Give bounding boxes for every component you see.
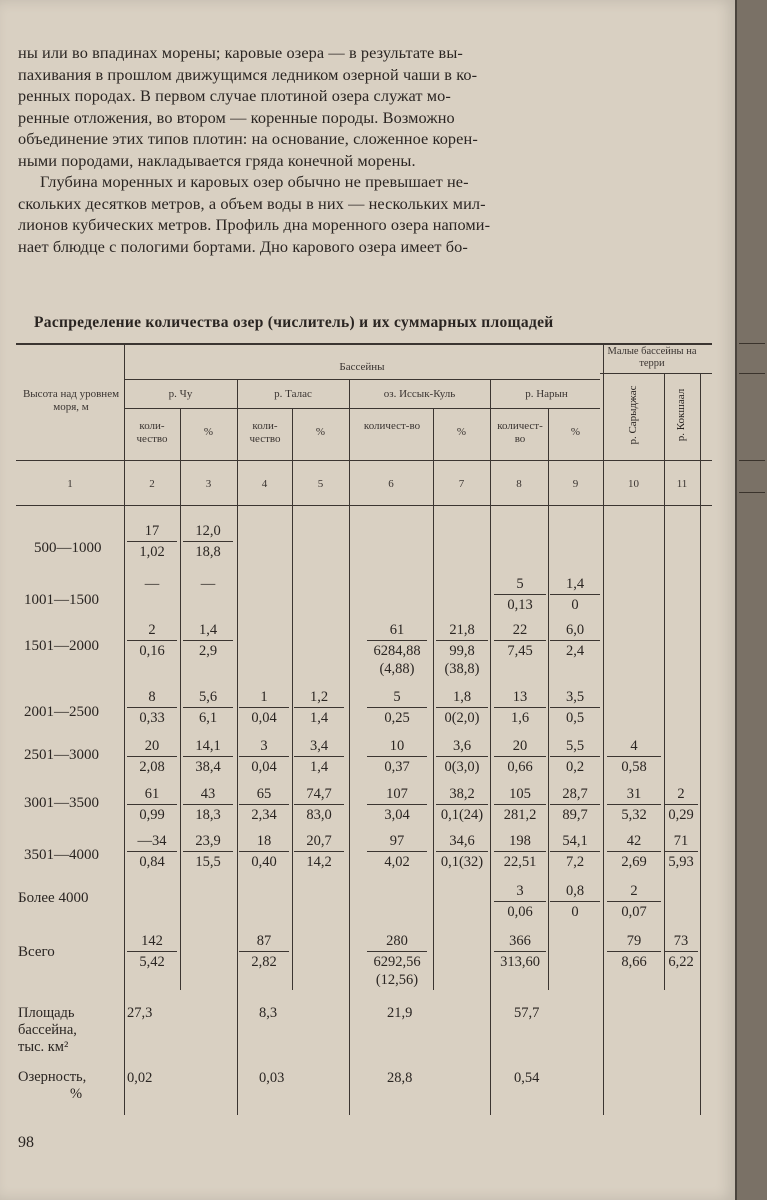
column-rule [664, 373, 665, 990]
table-cell [183, 688, 233, 727]
column-number: 3 [205, 478, 212, 490]
cell-denominator: 0,13 [507, 597, 533, 613]
cell-extra: (4,88) [379, 661, 415, 677]
table-cell [294, 737, 344, 776]
cell-numerator: 3 [239, 737, 289, 757]
cell-numerator: 65 [239, 785, 289, 805]
table-cell [367, 737, 427, 776]
text-line: лионов кубических метров. Профиль дна моренного озера напоми- [18, 215, 491, 235]
area-value: 21,9 [387, 1005, 413, 1021]
table-cell [294, 785, 344, 824]
column-rule [603, 343, 604, 1115]
table-cell [664, 932, 698, 971]
table-cell [494, 785, 546, 824]
table-cell [127, 575, 177, 593]
text-line: скольких десятков метров, а объем воды в них — нескольких мил- [18, 193, 486, 213]
cell-numerator: 1,4 [550, 575, 600, 595]
column-rule [124, 343, 125, 1115]
cell-numerator: 4 [607, 737, 661, 757]
cell-numerator: 20 [127, 737, 177, 757]
table-cell [239, 932, 289, 971]
cell-numerator: 17 [127, 522, 177, 542]
header-chu: р. Чу [168, 388, 193, 400]
cell-denominator: 5,93 [668, 854, 694, 870]
row-label: 3001—3500 [24, 795, 99, 811]
cell-denominator: 1,4 [309, 710, 329, 726]
column-number: 5 [317, 478, 324, 490]
lakes-label [18, 1069, 86, 1103]
text-line: ны или во впадинах морены; каровые озера — в результате вы- [18, 43, 463, 62]
cell-denominator: 0,1(24) [440, 807, 484, 823]
cell-numerator: 97 [367, 832, 427, 852]
cell-denominator: 2,08 [139, 759, 165, 775]
cell-denominator: 0,06 [507, 904, 533, 920]
table-cell [494, 688, 546, 727]
header-bottom-rule [16, 460, 712, 461]
cell-denominator: 0,07 [621, 904, 647, 920]
cell-denominator: 2,9 [198, 643, 218, 659]
cell-denominator: 0,29 [668, 807, 694, 823]
cell-denominator: 89,7 [562, 807, 588, 823]
cell-extra: (12,56) [375, 972, 419, 988]
table-caption: Распределение количества озер (числитель) и их суммарных площадей [34, 314, 554, 331]
cell-denominator: 0,84 [139, 854, 165, 870]
table-cell [607, 785, 661, 824]
column-number: 7 [458, 478, 465, 490]
cell-numerator: 10 [367, 737, 427, 757]
table-cell [183, 522, 233, 561]
cell-denominator: 7,2 [565, 854, 585, 870]
header-rule [600, 373, 712, 374]
cell-denominator: 0,58 [621, 759, 647, 775]
adjacent-rule [739, 343, 765, 344]
table-cell [550, 621, 600, 660]
table-cell [367, 621, 427, 678]
cell-numerator: 5,5 [550, 737, 600, 757]
cell-denominator: 313,60 [500, 954, 540, 970]
cell-denominator: 6,22 [668, 954, 694, 970]
cell-denominator: 5,42 [139, 954, 165, 970]
table-cell [550, 737, 600, 776]
cell-denominator: 0,37 [384, 759, 410, 775]
cell-numerator: 107 [367, 785, 427, 805]
table-cell [664, 785, 698, 824]
cell-numerator: 31 [607, 785, 661, 805]
cell-numerator: 22 [494, 621, 546, 641]
column-number: 6 [388, 478, 394, 490]
cell-denominator: 0,33 [139, 710, 165, 726]
column-rule [700, 373, 701, 1115]
cell-numerator: 2 [607, 882, 661, 902]
table-cell [550, 575, 600, 614]
text-line: объединение этих типов плотин: на основание, сложенное корен- [18, 129, 478, 149]
table-cell [436, 785, 488, 824]
table-cell [436, 688, 488, 727]
cell-numerator: 43 [183, 785, 233, 805]
cell-numerator: 28,7 [550, 785, 600, 805]
table-cell [367, 832, 427, 871]
cell-denominator: 1,02 [139, 544, 165, 560]
text-line: ренных породах. В первом случае плотиной озера служат мо- [18, 86, 451, 106]
cell-numerator: 1,8 [436, 688, 488, 708]
cell-numerator: 198 [494, 832, 546, 852]
table-cell [607, 882, 661, 921]
table-cell [664, 832, 698, 871]
column-number: 10 [628, 478, 639, 490]
area-value: 8,3 [259, 1005, 278, 1021]
cell-denominator: 1,4 [309, 759, 329, 775]
cell-denominator: 0,99 [139, 807, 165, 823]
cell-denominator: 8,66 [621, 954, 647, 970]
row-label: Более 4000 [18, 890, 89, 906]
cell-denominator: 15,5 [195, 854, 221, 870]
table-cell [494, 575, 546, 614]
cell-numerator: 74,7 [294, 785, 344, 805]
cell-denominator: 0,40 [251, 854, 277, 870]
table-cell [607, 932, 661, 971]
header-count: коли-чество [136, 420, 168, 445]
header-count: коли-чество [249, 420, 281, 445]
cell-denominator: 2,69 [621, 854, 647, 870]
text-line: нает блюдце с пологими бортами. Дно карового озера имеет бо- [18, 236, 468, 256]
table-cell [183, 575, 233, 593]
cell-denominator: 2,4 [565, 643, 585, 659]
cell-numerator: 5,6 [183, 688, 233, 708]
cell-denominator: 38,4 [195, 759, 221, 775]
table-cell [127, 832, 177, 871]
lakes-value: 0,54 [514, 1070, 540, 1086]
table-cell [436, 621, 488, 678]
cell-numerator: 20 [494, 737, 546, 757]
column-number: 1 [67, 478, 73, 490]
row-label: Всего [18, 944, 55, 960]
cell-denominator: 0(3,0) [444, 759, 480, 775]
table-cell [367, 785, 427, 824]
area-value: 57,7 [514, 1005, 540, 1021]
table-cell [550, 832, 600, 871]
table-cell [294, 688, 344, 727]
row-label: 2501—3000 [24, 747, 99, 763]
header-rule [124, 379, 600, 380]
lakes-value: 0,02 [127, 1070, 153, 1086]
cell-numerator: 2 [664, 785, 698, 805]
header-sarydzhas: р. Сарыджас [627, 385, 639, 445]
cell-numerator: 3,6 [436, 737, 488, 757]
table-cell [183, 785, 233, 824]
cell-numerator: 6,0 [550, 621, 600, 641]
cell-numerator: 3 [494, 882, 546, 902]
cell-denominator: 7,45 [507, 643, 533, 659]
table-cell [494, 737, 546, 776]
cell-denominator: 83,0 [306, 807, 332, 823]
paragraph-1 [18, 42, 698, 172]
cell-numerator: 1,2 [294, 688, 344, 708]
adjacent-rule [739, 373, 765, 374]
header-height: Высота над уровнем моря, м [22, 388, 120, 413]
column-rule [180, 408, 181, 990]
lakes-value: 28,8 [387, 1070, 413, 1086]
column-number: 4 [261, 478, 268, 490]
area-label-line: Площадь [18, 1005, 75, 1021]
table-cell [183, 737, 233, 776]
table-cell [127, 737, 177, 776]
lakes-value: 0,03 [259, 1070, 285, 1086]
table-cell [607, 737, 661, 776]
table-cell [494, 932, 546, 971]
cell-numerator: 142 [127, 932, 177, 952]
table-cell [127, 785, 177, 824]
table-cell [127, 688, 177, 727]
number-row-rule [16, 505, 712, 506]
cell-numerator: 3,4 [294, 737, 344, 757]
text-line: ренные отложения, во втором — коренные породы. Возможно [18, 107, 455, 127]
cell-numerator: 14,1 [183, 737, 233, 757]
column-number: 9 [572, 478, 579, 490]
text-line: Глубина моренных и каровых озер обычно не превышает не- [40, 172, 469, 191]
table-cell [239, 785, 289, 824]
column-rule [292, 408, 293, 990]
header-talas: р. Талас [274, 388, 312, 400]
cell-numerator: 20,7 [294, 832, 344, 852]
cell-denominator: 18,8 [195, 544, 221, 560]
cell-denominator: 281,2 [503, 807, 537, 823]
cell-numerator: 79 [607, 932, 661, 952]
table-cell [127, 621, 177, 660]
cell-denominator: 14,2 [306, 854, 332, 870]
cell-numerator: 73 [664, 932, 698, 952]
header-percent: % [315, 426, 326, 438]
cell-numerator: 280 [367, 932, 427, 952]
cell-numerator: 21,8 [436, 621, 488, 641]
area-label-line: бассейна, [18, 1022, 77, 1038]
column-number: 11 [676, 478, 688, 490]
cell-numerator: 1,4 [183, 621, 233, 641]
cell-numerator: 0,8 [550, 882, 600, 902]
table-cell [239, 688, 289, 727]
paragraph-2 [18, 171, 698, 257]
cell-numerator: 18 [239, 832, 289, 852]
header-issyk-kul: оз. Иссык-Куль [383, 388, 456, 400]
cell-denominator: 99,8 [449, 643, 475, 659]
cell-denominator: 18,3 [195, 807, 221, 823]
cell-numerator: 23,9 [183, 832, 233, 852]
cell-denominator: 3,04 [384, 807, 410, 823]
header-basins: Бассейны [339, 361, 385, 373]
table-cell [239, 832, 289, 871]
header-naryn: р. Нарын [525, 388, 568, 400]
row-label: 1501—2000 [24, 638, 99, 654]
cell-numerator: 105 [494, 785, 546, 805]
table-cell [239, 737, 289, 776]
cell-numerator: 3,5 [550, 688, 600, 708]
cell-denominator: 4,02 [384, 854, 410, 870]
cell-extra: (38,8) [444, 661, 480, 677]
row-label: 1001—1500 [24, 592, 99, 608]
table-cell [127, 932, 177, 971]
cell-numerator: 1 [239, 688, 289, 708]
cell-numerator: — [200, 576, 216, 592]
adjacent-rule [739, 492, 765, 493]
table-cell [494, 882, 546, 921]
table-cell [436, 737, 488, 776]
adjacent-rule [739, 460, 765, 461]
table-cell [127, 522, 177, 561]
header-koksha: р. Кокшаал [675, 388, 687, 442]
column-rule [433, 408, 434, 990]
cell-denominator: 0,66 [507, 759, 533, 775]
row-label: 500—1000 [34, 540, 102, 556]
column-rule [548, 408, 549, 990]
table-cell [367, 932, 427, 989]
cell-numerator: 13 [494, 688, 546, 708]
cell-denominator: 0,2 [565, 759, 585, 775]
header-count: количест-во [497, 420, 543, 445]
table-top-rule [16, 343, 712, 345]
cell-denominator: 0(2,0) [444, 710, 480, 726]
cell-denominator: 0,04 [251, 710, 277, 726]
cell-numerator: 42 [607, 832, 661, 852]
cell-numerator: 71 [664, 832, 698, 852]
cell-numerator: 61 [367, 621, 427, 641]
cell-numerator: 366 [494, 932, 546, 952]
cell-numerator: 61 [127, 785, 177, 805]
cell-numerator: 8 [127, 688, 177, 708]
cell-numerator: 34,6 [436, 832, 488, 852]
cell-denominator: 1,6 [510, 710, 530, 726]
column-number: 8 [516, 478, 522, 490]
header-rule [124, 408, 600, 409]
row-label: 3501—4000 [24, 847, 99, 863]
area-label [18, 1005, 77, 1056]
lakes-label-line: % [70, 1086, 83, 1102]
table-cell [436, 832, 488, 871]
column-number: 2 [149, 478, 155, 490]
cell-numerator: 5 [494, 575, 546, 595]
cell-numerator: 12,0 [183, 522, 233, 542]
cell-denominator: 0 [571, 904, 579, 920]
cell-denominator: 6284,88 [373, 643, 421, 659]
cell-denominator: 0,16 [139, 643, 165, 659]
cell-denominator: 0 [571, 597, 579, 613]
cell-denominator: 0,5 [565, 710, 585, 726]
header-percent: % [456, 426, 467, 438]
cell-denominator: 2,34 [251, 807, 277, 823]
page-number: 98 [18, 1134, 34, 1151]
header-percent: % [570, 426, 581, 438]
text-line: ными породами, накладывается гряда конечной морены. [18, 150, 416, 170]
cell-denominator: 0,1(32) [440, 854, 484, 870]
table-cell [550, 785, 600, 824]
table-cell [494, 832, 546, 871]
table-cell [550, 882, 600, 921]
table-cell [494, 621, 546, 660]
table-cell [367, 688, 427, 727]
adjacent-page-edge [737, 0, 767, 1200]
header-small-basins: Малые бассейны на терри [607, 346, 697, 369]
text-line: пахивания в прошлом движущимся ледником озерной чаши в ко- [18, 64, 478, 84]
cell-denominator: 2,82 [251, 954, 277, 970]
cell-denominator: 0,25 [384, 710, 410, 726]
area-value: 27,3 [127, 1005, 153, 1021]
table-cell [607, 832, 661, 871]
cell-denominator: 5,32 [621, 807, 647, 823]
cell-denominator: 0,04 [251, 759, 277, 775]
table-cell [183, 621, 233, 660]
lakes-label-line: Озерность, [18, 1069, 87, 1085]
table-cell [183, 832, 233, 871]
cell-numerator: 38,2 [436, 785, 488, 805]
cell-numerator: 5 [367, 688, 427, 708]
cell-numerator: 87 [239, 932, 289, 952]
cell-denominator: 22,51 [503, 854, 537, 870]
header-count: количест-во [363, 420, 421, 432]
table-cell [550, 688, 600, 727]
row-label: 2001—2500 [24, 704, 99, 720]
cell-denominator: 6,1 [198, 710, 218, 726]
area-label-line: тыс. км² [18, 1039, 69, 1055]
cell-numerator: 54,1 [550, 832, 600, 852]
cell-denominator: 6292,56 [373, 954, 421, 970]
cell-numerator: —34 [127, 832, 177, 852]
cell-numerator: 2 [127, 621, 177, 641]
header-percent: % [203, 426, 214, 438]
cell-numerator: — [144, 576, 160, 592]
table-cell [294, 832, 344, 871]
